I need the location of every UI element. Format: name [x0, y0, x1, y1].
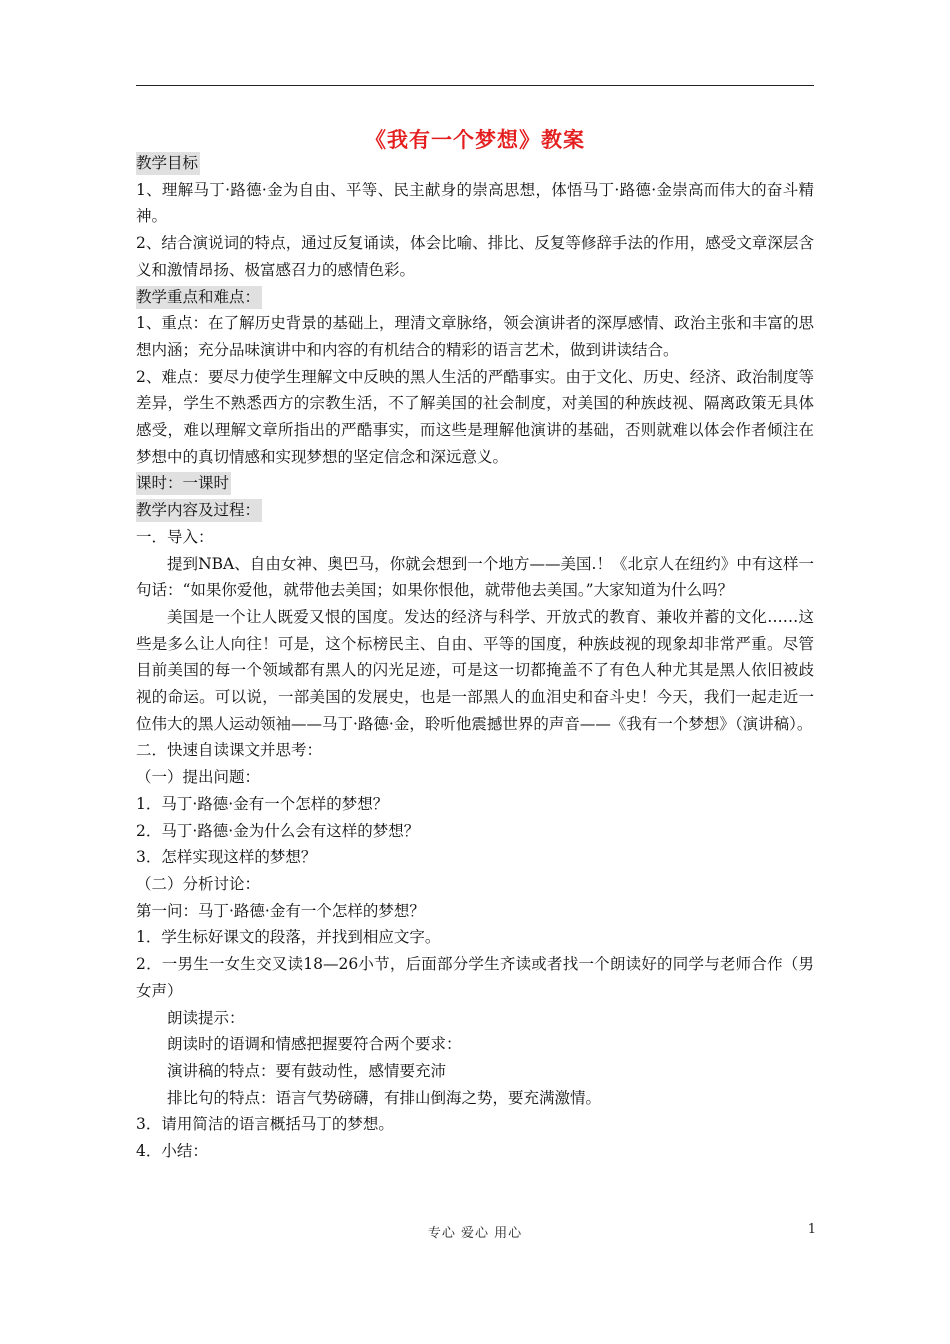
read-heading: 二．快速自读课文并思考：: [136, 741, 323, 760]
focus-2: 2、难点：要尽力使学生理解文中反映的黑人生活的严酷事实。由于文化、历史、经济、政治制度等差异，学生不熟悉西方的宗教生活，不了解美国的社会制度，对美国的种族歧视、隔离政策无具体感受，难以理解文章所指出的严酷事实，而这些是理解他演讲的基础，否则就难以体会作者倾注在梦想中的真切情感和实现梦想的坚定信念和深远意义。: [136, 367, 814, 466]
tip-3: 排比句的特点：语言气势磅礴，有排山倒海之势，要充满激情。: [167, 1088, 602, 1107]
step-1: 1．学生标好课文的段落，并找到相应文字。: [136, 928, 441, 947]
focus-heading: 教学重点和难点：: [136, 286, 262, 309]
hours-heading: 课时：一课时: [136, 472, 231, 495]
focus-1: 1、重点：在了解历史背景的基础上，理清文章脉络，领会演讲者的深厚感情、政治主张和丰富的思想内涵；充分品味演讲中和内容的有机结合的精彩的语言艺术，做到讲读结合。: [136, 314, 814, 359]
question-1: 1．马丁·路德·金有一个怎样的梦想？: [136, 794, 389, 813]
header-rule: [136, 85, 814, 86]
tip-1: 朗读时的语调和情感把握要符合两个要求：: [167, 1035, 462, 1054]
footer-motto: 专心 爱心 用心: [427, 1226, 523, 1241]
goal-1: 1、理解马丁·路德·金为自由、平等、民主献身的崇高思想，体悟马丁·路德·金崇高而伟大的奋斗精神。: [136, 180, 814, 226]
question-2: 2．马丁·路德·金为什么会有这样的梦想？: [136, 821, 420, 840]
goal-2: 2、结合演说词的特点，通过反复诵读，体会比喻、排比、反复等修辞手法的作用，感受文章深层含义和激情昂扬、极富感召力的感情色彩。: [136, 234, 814, 279]
process-heading: 教学内容及过程：: [136, 499, 262, 522]
document-body: [136, 150, 814, 1165]
intro-paragraph-2: 美国是一个让人既爱又恨的国度。发达的经济与科学、开放式的教育、兼收并蓄的文化……这些是多么让人向往！可是，这个标榜民主、自由、平等的国度，种族歧视的现象却非常严重。尽管目前美国的每一个领域都有黑人的闪光足迹，可是这一切都掩盖不了有色人种尤其是黑人依旧被歧视的命运。可以说，一部美国的发展史，也是一部黑人的血泪史和奋斗史！今天，我们一起走近一位伟大的黑人运动领袖——马丁·路德·金，聆听他震撼世界的声音——《我有一个梦想》（演讲稿）。: [136, 607, 814, 733]
tip-2: 演讲稿的特点：要有鼓动性，感情要充沛: [167, 1061, 447, 1080]
step-2: 2．一男生一女生交叉读18—26小节，后面部分学生齐读或者找一个朗读好的同学与老师合作（男女声）: [136, 955, 814, 1000]
intro-paragraph-1: 提到NBA、自由女神、奥巴马，你就会想到一个地方——美国.！《北京人在纽约》中有这样一句话：“如果你爱他，就带他去美国；如果你恨他，就带他去美国。”大家知道为什么吗？: [136, 554, 814, 600]
page-title: 《我有一个梦想》教案: [365, 127, 585, 152]
first-question: 第一问：马丁·路德·金有一个怎样的梦想？: [136, 901, 425, 920]
step-4: 4．小结：: [136, 1142, 208, 1161]
intro-heading: 一．导入：: [136, 527, 214, 546]
question-3: 3．怎样实现这样的梦想？: [136, 848, 317, 867]
discuss-heading: （二）分析讨论：: [136, 874, 261, 893]
questions-heading: （一）提出问题：: [136, 768, 261, 787]
page-number: 1: [807, 1222, 816, 1237]
tip-heading: 朗读提示：: [167, 1008, 245, 1027]
goals-heading: 教学目标: [136, 152, 200, 175]
step-3: 3．请用简洁的语言概括马丁的梦想。: [136, 1115, 394, 1134]
